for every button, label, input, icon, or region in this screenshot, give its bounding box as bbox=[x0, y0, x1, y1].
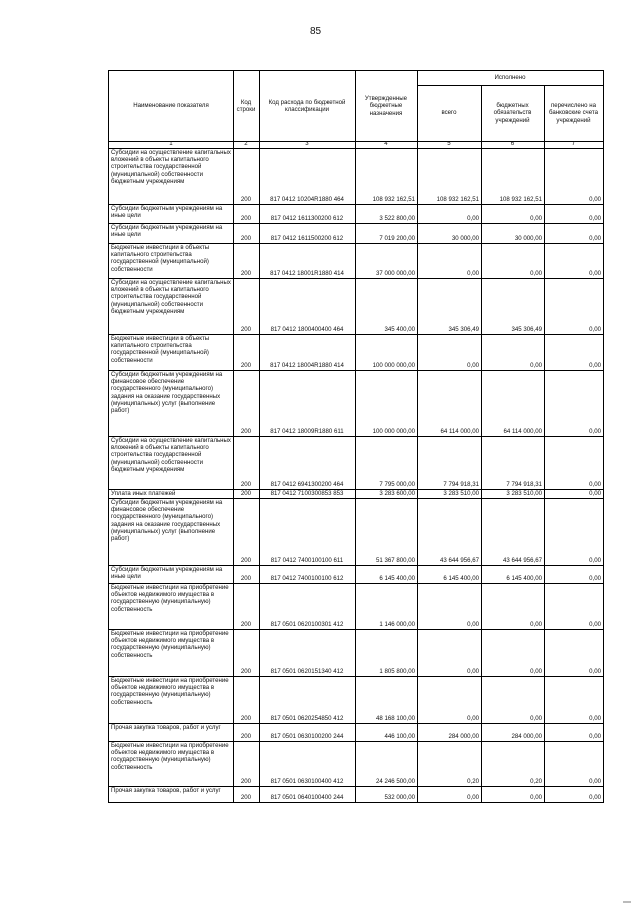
row-line-code: 200 bbox=[233, 498, 260, 566]
row-approved-amount: 37 000 000,00 bbox=[355, 243, 418, 279]
row-executed-transferred: 0,00 bbox=[544, 741, 604, 787]
row-indicator-name: Бюджетные инвестиции на приобретение объектов недвижимого имущества в государственную (муниципальную) собственность bbox=[108, 583, 234, 630]
row-executed-transferred: 0,00 bbox=[544, 676, 604, 724]
row-line-code: 200 bbox=[233, 786, 260, 803]
row-budget-code: 817 0501 0620100301 412 bbox=[259, 583, 356, 630]
column-number: 6 bbox=[481, 141, 545, 149]
row-budget-code: 817 0412 18001R1880 414 bbox=[259, 243, 356, 279]
column-number: 1 bbox=[108, 141, 234, 149]
row-approved-amount: 108 932 162,51 bbox=[355, 148, 418, 205]
row-budget-code: 817 0412 18004R1880 414 bbox=[259, 334, 356, 371]
row-approved-amount: 7 019 200,00 bbox=[355, 223, 418, 244]
row-executed-transferred: 0,00 bbox=[544, 204, 604, 224]
row-executed-transferred: 0,00 bbox=[544, 148, 604, 205]
row-budget-code: 817 0412 7100300853 853 bbox=[259, 489, 356, 499]
row-line-code: 200 bbox=[233, 204, 260, 224]
row-approved-amount: 345 400,00 bbox=[355, 278, 418, 335]
header-transferred: перечислено на банковские счета учреждений bbox=[544, 85, 604, 142]
scan-edge-mark bbox=[623, 901, 631, 903]
row-budget-code: 817 0501 0640100400 244 bbox=[259, 786, 356, 803]
row-approved-amount: 100 000 000,00 bbox=[355, 370, 418, 437]
row-executed-obligations: 0,00 bbox=[481, 204, 545, 224]
row-indicator-name: Субсидии на осуществление капитальных вложений в объекты капитального строительства государственной (муниципальной) собственности бюджетным учреждениям bbox=[108, 278, 234, 335]
row-approved-amount: 1 146 000,00 bbox=[355, 583, 418, 630]
row-executed-total: 0,20 bbox=[417, 741, 482, 787]
header-line-code: Код строки bbox=[233, 70, 260, 142]
row-budget-code: 817 0501 0630100200 244 bbox=[259, 723, 356, 742]
row-executed-transferred: 0,00 bbox=[544, 629, 604, 677]
row-line-code: 200 bbox=[233, 489, 260, 499]
row-executed-total: 43 644 956,67 bbox=[417, 498, 482, 566]
row-indicator-name: Бюджетные инвестиции в объекты капитального строительства государственной (муниципальной) собственности bbox=[108, 243, 234, 279]
row-indicator-name: Субсидии бюджетным учреждениям на финансовое обеспечение государственного (муниципального) задания на оказание государственных (муниципальных) услуг (выполнение работ) bbox=[108, 498, 234, 566]
column-number: 7 bbox=[544, 141, 604, 149]
row-executed-transferred: 0,00 bbox=[544, 498, 604, 566]
row-executed-total: 64 114 000,00 bbox=[417, 370, 482, 437]
row-line-code: 200 bbox=[233, 243, 260, 279]
row-indicator-name: Бюджетные инвестиции в объекты капитального строительства государственной (муниципальной) собственности bbox=[108, 334, 234, 371]
row-indicator-name: Прочая закупка товаров, работ и услуг bbox=[108, 723, 234, 742]
row-executed-obligations: 0,00 bbox=[481, 334, 545, 371]
row-indicator-name: Субсидии бюджетным учреждениям на иные цели bbox=[108, 223, 234, 244]
row-indicator-name: Субсидии бюджетным учреждениям на иные цели bbox=[108, 565, 234, 584]
row-executed-transferred: 0,00 bbox=[544, 489, 604, 499]
header-budget-code: Код расхода по бюджетной классификации bbox=[259, 70, 356, 142]
row-budget-code: 817 0412 7400100100 612 bbox=[259, 565, 356, 584]
row-indicator-name: Субсидии на осуществление капитальных вложений в объекты капитального строительства государственной (муниципальной) собственности бюджетным учреждениям bbox=[108, 436, 234, 490]
row-budget-code: 817 0412 1800400400 464 bbox=[259, 278, 356, 335]
row-executed-total: 284 000,00 bbox=[417, 723, 482, 742]
row-line-code: 200 bbox=[233, 629, 260, 677]
row-indicator-name: Бюджетные инвестиции на приобретение объектов недвижимого имущества в государственную (муниципальную) собственность bbox=[108, 629, 234, 677]
row-executed-transferred: 0,00 bbox=[544, 436, 604, 490]
row-indicator-name: Бюджетные инвестиции на приобретение объектов недвижимого имущества в государственную (муниципальную) собственность bbox=[108, 741, 234, 787]
row-indicator-name: Субсидии бюджетным учреждениям на финансовое обеспечение государственного (муниципального) задания на оказание государственных (муниципальных) услуг (выполнение работ) bbox=[108, 370, 234, 437]
row-budget-code: 817 0412 1611300200 612 bbox=[259, 204, 356, 224]
row-indicator-name: Уплата иных платежей bbox=[108, 489, 234, 499]
row-budget-code: 817 0501 0630100400 412 bbox=[259, 741, 356, 787]
header-executed: Исполнено bbox=[417, 70, 604, 86]
row-executed-obligations: 0,00 bbox=[481, 629, 545, 677]
row-executed-obligations: 0,00 bbox=[481, 786, 545, 803]
row-budget-code: 817 0412 18009R1880 611 bbox=[259, 370, 356, 437]
row-executed-transferred: 0,00 bbox=[544, 786, 604, 803]
row-executed-transferred: 0,00 bbox=[544, 565, 604, 584]
row-line-code: 200 bbox=[233, 334, 260, 371]
header-total: всего bbox=[417, 85, 482, 142]
row-executed-total: 345 306,49 bbox=[417, 278, 482, 335]
row-approved-amount: 446 100,00 bbox=[355, 723, 418, 742]
row-line-code: 200 bbox=[233, 278, 260, 335]
row-executed-total: 0,00 bbox=[417, 786, 482, 803]
row-executed-obligations: 64 114 000,00 bbox=[481, 370, 545, 437]
row-line-code: 200 bbox=[233, 565, 260, 584]
row-budget-code: 817 0412 10204R1880 464 bbox=[259, 148, 356, 205]
row-executed-obligations: 345 306,49 bbox=[481, 278, 545, 335]
row-executed-obligations: 43 644 956,67 bbox=[481, 498, 545, 566]
row-executed-obligations: 108 932 162,51 bbox=[481, 148, 545, 205]
row-approved-amount: 48 168 100,00 bbox=[355, 676, 418, 724]
row-indicator-name: Субсидии бюджетным учреждениям на иные цели bbox=[108, 204, 234, 224]
row-line-code: 200 bbox=[233, 723, 260, 742]
column-number: 3 bbox=[259, 141, 356, 149]
row-line-code: 200 bbox=[233, 370, 260, 437]
row-executed-obligations: 3 283 510,00 bbox=[481, 489, 545, 499]
row-executed-total: 0,00 bbox=[417, 583, 482, 630]
row-executed-transferred: 0,00 bbox=[544, 370, 604, 437]
row-executed-total: 0,00 bbox=[417, 243, 482, 279]
header-approved: Утвержденные бюджетные назначения bbox=[355, 70, 418, 142]
row-executed-obligations: 0,00 bbox=[481, 676, 545, 724]
row-line-code: 200 bbox=[233, 148, 260, 205]
row-indicator-name: Бюджетные инвестиции на приобретение объектов недвижимого имущества в государственную (муниципальную) собственность bbox=[108, 676, 234, 724]
row-approved-amount: 3 522 800,00 bbox=[355, 204, 418, 224]
row-executed-obligations: 30 000,00 bbox=[481, 223, 545, 244]
row-executed-total: 108 932 162,51 bbox=[417, 148, 482, 205]
row-budget-code: 817 0412 1611500200 612 bbox=[259, 223, 356, 244]
row-executed-total: 7 794 918,31 bbox=[417, 436, 482, 490]
row-approved-amount: 3 283 600,00 bbox=[355, 489, 418, 499]
row-line-code: 200 bbox=[233, 436, 260, 490]
row-executed-transferred: 0,00 bbox=[544, 223, 604, 244]
row-approved-amount: 6 145 400,00 bbox=[355, 565, 418, 584]
row-approved-amount: 532 000,00 bbox=[355, 786, 418, 803]
row-executed-obligations: 7 794 918,31 bbox=[481, 436, 545, 490]
row-executed-total: 0,00 bbox=[417, 676, 482, 724]
column-number: 2 bbox=[233, 141, 260, 149]
row-executed-obligations: 284 000,00 bbox=[481, 723, 545, 742]
column-number: 5 bbox=[417, 141, 482, 149]
row-executed-total: 0,00 bbox=[417, 629, 482, 677]
row-indicator-name: Субсидии на осуществление капитальных вложений в объекты капитального строительства государственной (муниципальной) собственности бюджетным учреждениям bbox=[108, 148, 234, 205]
row-indicator-name: Прочая закупка товаров, работ и услуг bbox=[108, 786, 234, 803]
row-line-code: 200 bbox=[233, 583, 260, 630]
row-executed-obligations: 0,20 bbox=[481, 741, 545, 787]
row-budget-code: 817 0501 0620151340 412 bbox=[259, 629, 356, 677]
row-executed-total: 3 283 510,00 bbox=[417, 489, 482, 499]
row-executed-transferred: 0,00 bbox=[544, 334, 604, 371]
row-line-code: 200 bbox=[233, 676, 260, 724]
row-budget-code: 817 0501 0620254850 412 bbox=[259, 676, 356, 724]
row-executed-obligations: 0,00 bbox=[481, 243, 545, 279]
row-approved-amount: 24 246 500,00 bbox=[355, 741, 418, 787]
row-approved-amount: 51 367 800,00 bbox=[355, 498, 418, 566]
row-budget-code: 817 0412 6941300200 464 bbox=[259, 436, 356, 490]
row-executed-transferred: 0,00 bbox=[544, 583, 604, 630]
row-executed-obligations: 0,00 bbox=[481, 583, 545, 630]
header-name: Наименование показателя bbox=[108, 70, 234, 142]
row-executed-transferred: 0,00 bbox=[544, 723, 604, 742]
row-executed-total: 6 145 400,00 bbox=[417, 565, 482, 584]
row-executed-obligations: 6 145 400,00 bbox=[481, 565, 545, 584]
row-approved-amount: 7 795 000,00 bbox=[355, 436, 418, 490]
column-number: 4 bbox=[355, 141, 418, 149]
row-executed-transferred: 0,00 bbox=[544, 278, 604, 335]
page-number: 85 bbox=[309, 26, 322, 37]
header-budget-obligations: бюджетных обязательств учреждений bbox=[481, 85, 545, 142]
row-budget-code: 817 0412 7400100100 611 bbox=[259, 498, 356, 566]
row-executed-total: 0,00 bbox=[417, 334, 482, 371]
row-executed-transferred: 0,00 bbox=[544, 243, 604, 279]
row-executed-total: 30 000,00 bbox=[417, 223, 482, 244]
row-line-code: 200 bbox=[233, 741, 260, 787]
row-approved-amount: 100 000 000,00 bbox=[355, 334, 418, 371]
row-executed-total: 0,00 bbox=[417, 204, 482, 224]
row-line-code: 200 bbox=[233, 223, 260, 244]
row-approved-amount: 1 805 800,00 bbox=[355, 629, 418, 677]
